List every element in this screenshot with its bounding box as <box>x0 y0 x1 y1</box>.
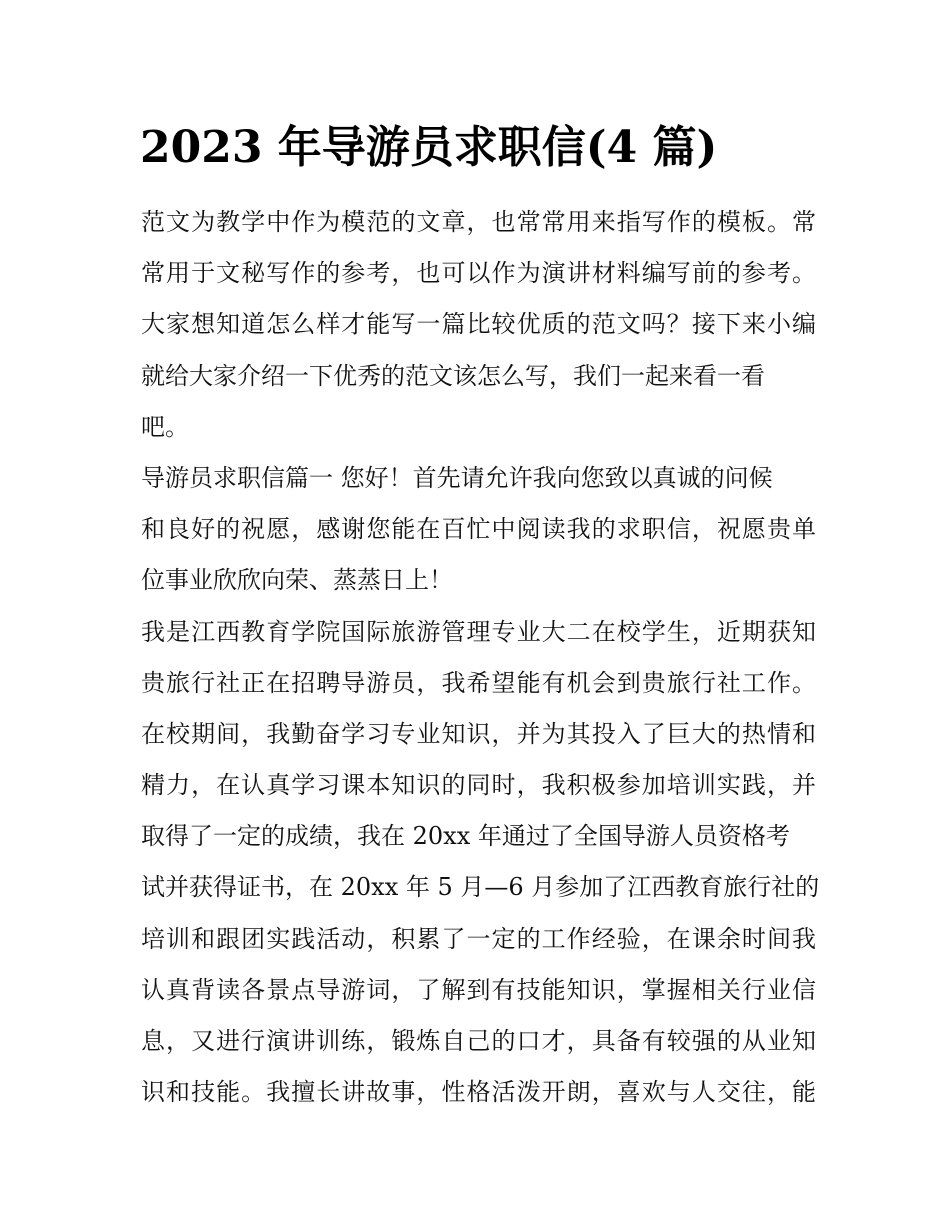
body-line: 精力，在认真学习课本知识的同时，我积极参加培训实践，并 <box>141 771 816 800</box>
document-title: 2023 年导游员求职信(4 篇) <box>140 122 718 173</box>
body-line: 识和技能。我擅长讲故事，性格活泼开朗，喜欢与人交往，能 <box>141 1078 816 1107</box>
body-line: 吧。 <box>141 412 189 441</box>
body-line: 和良好的祝愿，感谢您能在百忙中阅读我的求职信，祝愿贵单 <box>141 515 816 544</box>
body-line: 培训和跟团实践活动，积累了一定的工作经验，在课余时间我 <box>141 924 816 953</box>
body-line: 位事业欣欣向荣、蒸蒸日上！ <box>141 566 453 595</box>
body-line: 大家想知道怎么样才能写一篇比较优质的范文吗？接下来小编 <box>141 310 816 339</box>
body-line: 取得了一定的成绩，我在 20xx 年通过了全国导游人员资格考 <box>141 822 790 851</box>
body-line: 范文为教学中作为模范的文章，也常常用来指写作的模板。常 <box>141 208 816 236</box>
body-line: 息，又进行演讲训练，锻炼自己的口才，具备有较强的从业知 <box>141 1027 816 1055</box>
body-line: 认真背读各景点导游词，了解到有技能知识，掌握相关行业信 <box>141 975 816 1004</box>
body-line: 贵旅行社正在招聘导游员，我希望能有机会到贵旅行社工作。 <box>141 668 816 697</box>
body-line: 在校期间，我勤奋学习专业知识，并为其投入了巨大的热情和 <box>141 719 816 748</box>
body-line: 我是江西教育学院国际旅游管理专业大二在校学生，近期获知 <box>141 617 816 646</box>
body-line: 就给大家介绍一下优秀的范文该怎么写，我们一起来看一看 <box>141 361 765 390</box>
document-body <box>141 197 820 1118</box>
body-line: 试并获得证书，在 20xx 年 5 月—6 月参加了江西教育旅行社的 <box>141 873 820 902</box>
body-line: 常用于文秘写作的参考，也可以作为演讲材料编写前的参考。 <box>141 259 816 288</box>
body-line: 导游员求职信篇一 您好！首先请允许我向您致以真诚的问候 <box>141 463 773 492</box>
